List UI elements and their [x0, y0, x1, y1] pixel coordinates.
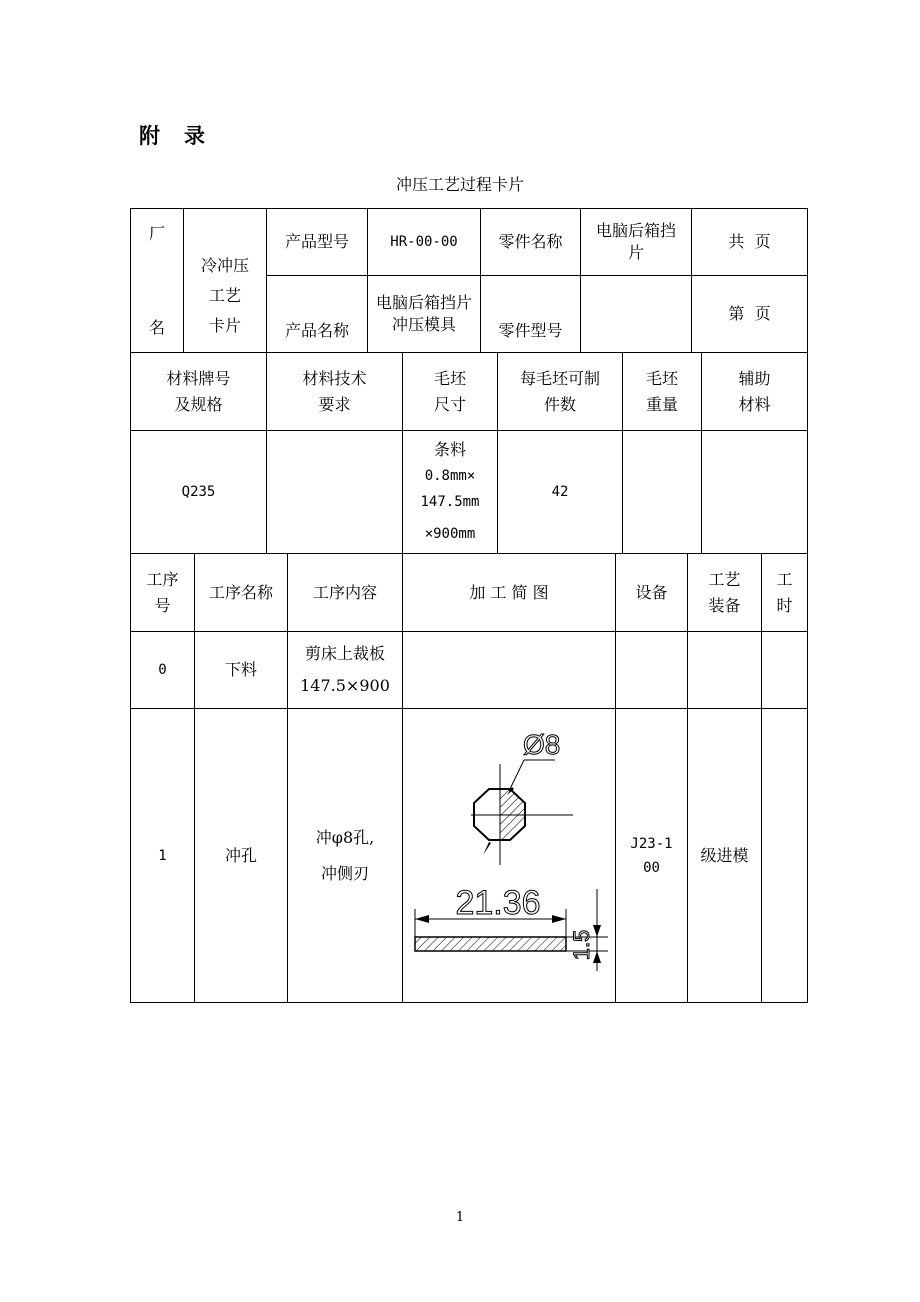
part-model-label: 零件型号: [481, 276, 581, 353]
proc-time: [762, 709, 808, 1003]
mat-header-weight-l2: 重量: [645, 394, 678, 414]
mat-header-blank-size: [403, 353, 498, 431]
proc-header-time-l1: 工: [776, 569, 793, 589]
proc-header-no: [131, 554, 195, 632]
process-row-1: [131, 709, 808, 1003]
factory-label-bottom: 名: [148, 317, 165, 337]
proc-header-tooling-l1: 工艺: [708, 569, 741, 589]
page-number-label: 第 页: [692, 276, 808, 353]
proc-name: 下料: [195, 632, 288, 709]
proc-name: 冲孔: [195, 709, 288, 1003]
total-pages: 共 页: [692, 209, 808, 276]
factory-label-top: 厂: [148, 223, 165, 243]
mat-header-pieces: [498, 353, 623, 431]
part-name-value: [581, 209, 692, 276]
mat-aux: [702, 431, 808, 554]
mat-blank-size: [403, 431, 498, 554]
mat-header-pieces-l2: 件数: [543, 394, 576, 414]
proc-header-no-l2: 号: [154, 595, 171, 615]
proc-content: [288, 632, 403, 709]
part-model-value: [581, 276, 692, 353]
mat-tech-req: [267, 431, 403, 554]
proc-header-name: 工序名称: [195, 554, 288, 632]
proc-header-time-l2: 时: [776, 595, 793, 615]
product-name-text: 电脑后箱挡片冲压模具: [376, 293, 473, 334]
proc-equipment-l1: J23-1: [630, 835, 673, 852]
proc-equipment-l2: 00: [643, 859, 660, 876]
factory-name-cell: [131, 209, 184, 353]
proc-equipment: [616, 709, 688, 1003]
proc-header-sketch: 加 工 简 图: [403, 554, 616, 632]
proc-content-l1: 剪床上裁板: [304, 644, 385, 663]
proc-sketch: [403, 632, 616, 709]
proc-header-time: [762, 554, 808, 632]
mat-grade: Q235: [131, 431, 267, 554]
mat-header-weight-l1: 毛坯: [645, 368, 678, 388]
proc-equipment: [616, 632, 688, 709]
product-model-value: HR-00-00: [368, 209, 481, 276]
product-name-value: [368, 276, 481, 353]
proc-content-l2: 冲侧刃: [320, 863, 369, 883]
blank-size-line-1: 条料: [433, 440, 466, 459]
product-name-label: 产品名称: [267, 276, 368, 353]
mat-header-grade: [131, 353, 267, 431]
card-title: 冲压工艺过程卡片: [395, 175, 524, 194]
proc-header-tooling-l2: 装备: [708, 595, 741, 615]
proc-content-l2: 147.5×900: [300, 676, 390, 695]
proc-header-no-l1: 工序: [146, 569, 179, 589]
mat-header-weight: [623, 353, 702, 431]
proc-time: [762, 632, 808, 709]
mat-header-aux-l1: 辅助: [738, 368, 771, 388]
mat-header-tech: [267, 353, 403, 431]
header-table: [130, 208, 808, 353]
proc-content: [288, 709, 403, 1003]
proc-no: 1: [131, 709, 195, 1003]
blank-size-line-4: ×900mm: [424, 526, 476, 542]
process-row-0: [131, 632, 808, 709]
card-type-cell: [184, 209, 267, 353]
page-number: 1: [455, 1210, 465, 1225]
punching-sketch: [403, 709, 615, 1002]
mat-header-blank-size-l2: 尺寸: [433, 394, 466, 414]
appendix-char-2: 录: [184, 123, 205, 148]
card-type-line-3: 卡片: [208, 316, 241, 335]
mat-header-aux-l2: 材料: [738, 394, 771, 414]
proc-header-tooling: [688, 554, 762, 632]
proc-content-l1: 冲φ8孔,: [315, 827, 375, 847]
strip-section-drawing: [415, 884, 608, 971]
mat-header-aux: [702, 353, 808, 431]
blank-size-line-2: 0.8mm×: [424, 468, 476, 484]
mat-header-tech-l2: 要求: [318, 394, 351, 414]
mat-header-grade-l2: 及规格: [174, 394, 223, 414]
part-name-text: 电脑后箱挡片: [595, 221, 676, 262]
thickness-label: 1.5: [569, 929, 594, 961]
product-model-label: 产品型号: [267, 209, 368, 276]
materials-table: [130, 352, 808, 554]
mat-pieces: 42: [498, 431, 623, 554]
proc-header-equipment: 设备: [616, 554, 688, 632]
mat-weight: [623, 431, 702, 554]
appendix-heading: [139, 120, 205, 150]
card-type-line-1: 冷冲压: [200, 256, 249, 275]
blank-size-line-3: 147.5mm: [420, 494, 480, 510]
length-label: 21.36: [455, 884, 541, 922]
hole-drawing: [471, 729, 573, 865]
diameter-label: Ø8: [523, 729, 561, 760]
mat-header-grade-l1: 材料牌号: [166, 368, 231, 388]
appendix-char-1: 附: [139, 123, 160, 148]
process-table: [130, 553, 808, 1003]
proc-tooling: [688, 632, 762, 709]
part-name-label: 零件名称: [481, 209, 581, 276]
mat-header-pieces-l1: 每毛坯可制: [519, 368, 600, 388]
proc-header-content: 工序内容: [288, 554, 403, 632]
mat-header-tech-l1: 材料技术: [302, 368, 367, 388]
mat-header-blank-size-l1: 毛坯: [433, 368, 466, 388]
card-type-line-2: 工艺: [208, 286, 241, 305]
proc-sketch: [403, 709, 616, 1003]
proc-no: 0: [131, 632, 195, 709]
proc-tooling: 级进模: [688, 709, 762, 1003]
